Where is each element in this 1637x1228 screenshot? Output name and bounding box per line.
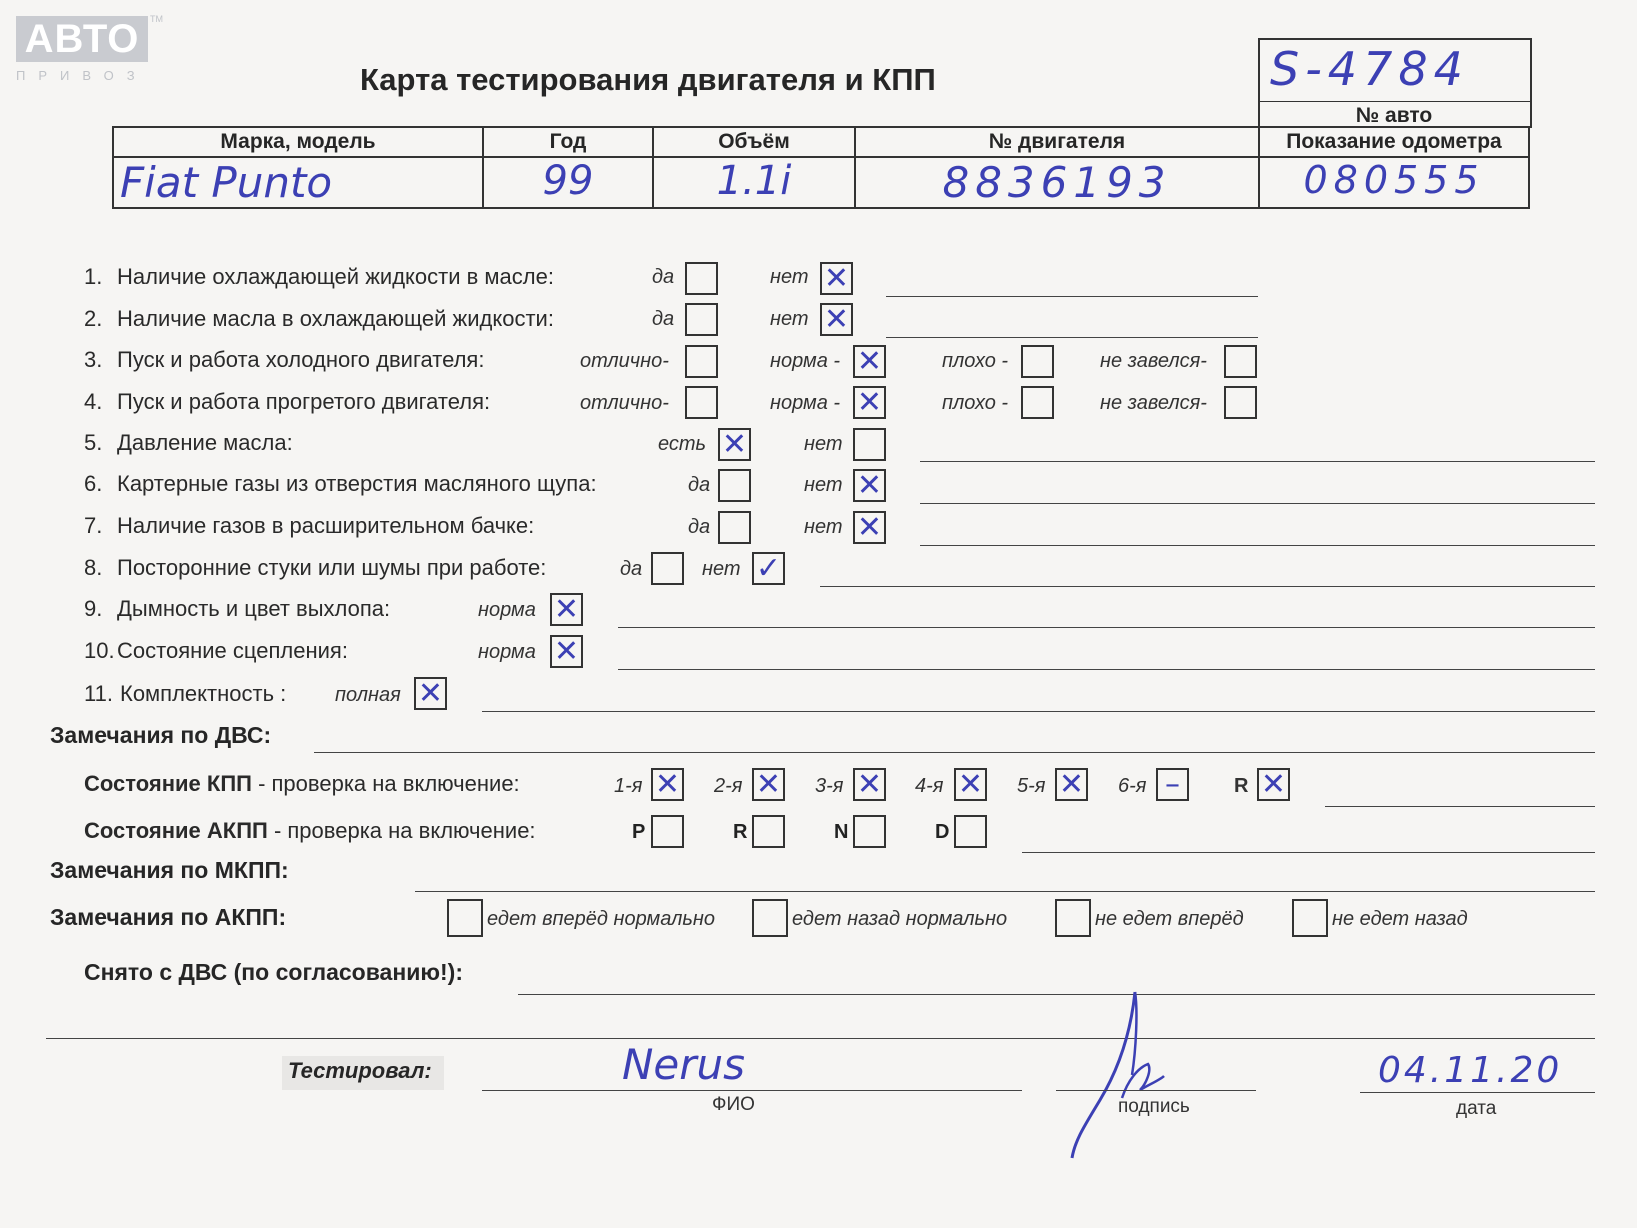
checkbox-normal[interactable]: [550, 593, 583, 626]
option-label: полная: [335, 684, 401, 706]
gear-checkbox-r[interactable]: [1257, 768, 1290, 801]
gear-label-4: 4-я: [915, 775, 944, 797]
check-label: Давление масла:: [117, 430, 293, 455]
auto-gear-checkbox-p[interactable]: [651, 815, 684, 848]
option-label: нет: [804, 516, 843, 538]
auto-gear-label-p: P: [632, 821, 646, 843]
check-mark-icon: ✕: [856, 385, 883, 420]
check-mark-icon: ✕: [856, 468, 883, 503]
check-number: 9.: [84, 596, 103, 621]
gear-checkbox-2[interactable]: [752, 768, 785, 801]
option-label: да: [688, 474, 711, 496]
gear-checkbox-1[interactable]: [651, 768, 684, 801]
auto-gear-checkbox-d[interactable]: [954, 815, 987, 848]
vehicle-table: [112, 126, 1530, 209]
auto-gear-label-d: D: [935, 821, 950, 843]
check-label: Посторонние стуки или шумы при работе:: [117, 555, 547, 580]
logo-tm: TM: [150, 14, 163, 24]
option-label: да: [652, 308, 675, 330]
removed-line-2: [46, 1038, 1595, 1039]
check-mark-icon: ✕: [957, 767, 984, 802]
check-mark-icon: ✕: [417, 676, 444, 711]
option-label: норма: [478, 599, 536, 621]
value-engine-number: 8836193: [942, 158, 1172, 207]
option-label: нет: [770, 308, 809, 330]
option-label: норма -: [770, 350, 841, 372]
checkbox-no[interactable]: [752, 552, 785, 585]
remarks-engine-line: [314, 752, 1595, 753]
header-make-model: Марка, модель: [220, 130, 376, 153]
option-label: отлично-: [580, 350, 669, 372]
remarks-manual-line: [415, 891, 1595, 892]
gear-checkbox-4[interactable]: [954, 768, 987, 801]
check-label: Картерные газы из отверстия масляного щупа:: [117, 471, 597, 496]
auto-number-value: S-4784: [1270, 42, 1469, 96]
gearbox-auto-title: Состояние АКПП: [84, 818, 268, 843]
value-year: 99: [542, 158, 594, 204]
auto-gear-label-r: R: [733, 821, 748, 843]
name-caption: ФИО: [712, 1094, 755, 1115]
dash-mark-icon: –: [1165, 767, 1180, 802]
notes-line: [920, 503, 1595, 504]
check-mark-icon: ✕: [823, 302, 850, 337]
gearbox-auto-notes-line: [1022, 852, 1595, 853]
check-mark-icon: ✕: [856, 344, 883, 379]
check-mark-icon: ✕: [856, 767, 883, 802]
check-mark-icon: ✕: [553, 634, 580, 669]
option-no-reverse: не едет назад: [1332, 908, 1468, 930]
tester-name: Nerus: [622, 1040, 746, 1089]
date-caption: дата: [1456, 1098, 1497, 1119]
gearbox-auto-label: [84, 818, 536, 844]
option-label: нет: [804, 474, 843, 496]
checkbox-normal[interactable]: [853, 345, 886, 378]
option-label: плохо -: [942, 392, 1009, 414]
check-mark-icon: ✕: [856, 510, 883, 545]
check-mark-icon: ✕: [1260, 767, 1287, 802]
check-label: Наличие охлаждающей жидкости в масле:: [117, 264, 554, 289]
checkbox-no-forward[interactable]: [1055, 899, 1091, 937]
checkbox-bad[interactable]: [1021, 345, 1054, 378]
check-number: 6.: [84, 471, 103, 496]
tested-by-label: Тестировал:: [288, 1058, 432, 1083]
value-odometer: 080555: [1303, 158, 1485, 202]
gear-label-3: 3-я: [815, 775, 844, 797]
name-line: [482, 1090, 1022, 1091]
check-number: 4.: [84, 389, 103, 414]
notes-line: [618, 627, 1595, 628]
option-label: нет: [770, 266, 809, 288]
check-number: 10.: [84, 638, 115, 663]
checkbox-excellent[interactable]: [685, 386, 718, 419]
signature-line: [1056, 1090, 1256, 1091]
value-make-model: Fiat Punto: [120, 158, 333, 207]
option-label: есть: [658, 433, 707, 455]
option-label: нет: [702, 558, 741, 580]
logo: АВТО: [16, 16, 148, 62]
checkbox-yes[interactable]: [685, 262, 718, 295]
gear-checkbox-3[interactable]: [853, 768, 886, 801]
checkbox-reverse-normal[interactable]: [752, 899, 788, 937]
notes-line: [886, 296, 1258, 297]
gearbox-manual-label: [84, 771, 520, 797]
check-number: 7.: [84, 513, 103, 538]
header-year: Год: [549, 130, 587, 153]
checkbox-normal[interactable]: [853, 386, 886, 419]
check-number: 2.: [84, 306, 103, 331]
signature-icon: [1060, 980, 1240, 1160]
logo-subtitle: ПРИВОЗ: [16, 68, 148, 83]
auto-gear-label-n: N: [834, 821, 849, 843]
option-label: не завелся-: [1100, 392, 1207, 414]
checkbox-no-start[interactable]: [1224, 345, 1257, 378]
value-volume: 1.1i: [716, 158, 792, 204]
gear-checkbox-6[interactable]: [1156, 768, 1189, 801]
notes-line: [820, 586, 1595, 587]
remarks-auto-label: Замечания по АКПП:: [50, 904, 287, 930]
remarks-engine-label: Замечания по ДВС:: [50, 722, 272, 748]
checkbox-no-reverse[interactable]: [1292, 899, 1328, 937]
check-label: Наличие газов в расширительном бачке:: [117, 513, 535, 538]
option-label: не завелся-: [1100, 350, 1207, 372]
notes-line: [886, 337, 1258, 338]
auto-number-label: № авто: [1355, 104, 1433, 127]
header-engine-number: № двигателя: [988, 130, 1126, 153]
option-forward-normal: едет вперёд нормально: [487, 908, 716, 930]
checkbox-no[interactable]: [853, 511, 886, 544]
option-label: плохо -: [942, 350, 1009, 372]
gearbox-manual-title: Состояние КПП: [84, 771, 252, 796]
check-label: Комплектность :: [120, 681, 287, 706]
option-label: да: [688, 516, 711, 538]
check-mark-icon: ✕: [1058, 767, 1085, 802]
gear-label-r: R: [1234, 775, 1249, 797]
notes-line: [920, 545, 1595, 546]
check-label: Пуск и работа прогретого двигателя:: [117, 389, 491, 414]
checkbox-excellent[interactable]: [685, 345, 718, 378]
option-label: отлично-: [580, 392, 669, 414]
check-label: Пуск и работа холодного двигателя:: [117, 347, 485, 372]
removed-line-1: [518, 994, 1595, 995]
gear-label-1: 1-я: [614, 775, 643, 797]
signature-caption: подпись: [1118, 1096, 1190, 1117]
checkbox-no[interactable]: [853, 469, 886, 502]
gear-label-5: 5-я: [1017, 775, 1046, 797]
gear-label-2: 2-я: [714, 775, 743, 797]
checkbox-no[interactable]: [853, 428, 886, 461]
page-title: Карта тестирования двигателя и КПП: [360, 62, 936, 97]
auto-number-divider: [1258, 101, 1530, 102]
check-mark-icon: ✕: [654, 767, 681, 802]
auto-gear-checkbox-n[interactable]: [853, 815, 886, 848]
checkbox-yes[interactable]: [718, 428, 751, 461]
checkbox-no[interactable]: [820, 303, 853, 336]
checkbox-yes[interactable]: [651, 552, 684, 585]
checkbox-yes[interactable]: [718, 469, 751, 502]
check-number: 3.: [84, 347, 103, 372]
check-mark-icon: ✕: [755, 767, 782, 802]
check-number: 11.: [84, 681, 113, 706]
check-number: 8.: [84, 555, 103, 580]
checkbox-no-start[interactable]: [1224, 386, 1257, 419]
notes-line: [482, 711, 1595, 712]
header-odometer: Показание одометра: [1286, 130, 1502, 153]
checkbox-yes[interactable]: [685, 303, 718, 336]
removed-label: Снято с ДВС (по согласованию!):: [84, 959, 463, 985]
header-volume: Объём: [718, 130, 790, 153]
test-date: 04.11.20: [1378, 1050, 1563, 1091]
gear-checkbox-5[interactable]: [1055, 768, 1088, 801]
checkbox-normal[interactable]: [550, 635, 583, 668]
check-label: Наличие масла в охлаждающей жидкости:: [117, 306, 554, 331]
option-label: да: [620, 558, 643, 580]
check-mark-icon: ✕: [721, 427, 748, 462]
checkbox-yes[interactable]: [718, 511, 751, 544]
date-line: [1360, 1092, 1595, 1093]
gearbox-auto-subtitle: - проверка на включение:: [267, 818, 536, 843]
checkbox-complete[interactable]: [414, 677, 447, 710]
option-label: да: [652, 266, 675, 288]
check-label: Состояние сцепления:: [117, 638, 348, 663]
notes-line: [618, 669, 1595, 670]
option-label: норма: [478, 641, 536, 663]
gearbox-manual-subtitle: - проверка на включение:: [251, 771, 520, 796]
gear-label-6: 6-я: [1118, 775, 1147, 797]
checkbox-forward-normal[interactable]: [447, 899, 483, 937]
option-label: норма -: [770, 392, 841, 414]
gearbox-manual-notes-line: [1325, 806, 1595, 807]
option-no-forward: не едет вперёд: [1095, 908, 1244, 930]
notes-line: [920, 461, 1595, 462]
check-label: Дымность и цвет выхлопа:: [117, 596, 391, 621]
checkbox-bad[interactable]: [1021, 386, 1054, 419]
check-number: 5.: [84, 430, 103, 455]
check-mark-icon: ✓: [755, 551, 782, 586]
option-reverse-normal: едет назад нормально: [792, 908, 1008, 930]
option-label: нет: [804, 433, 843, 455]
check-number: 1.: [84, 264, 103, 289]
remarks-manual-label: Замечания по МКПП:: [50, 857, 289, 883]
check-mark-icon: ✕: [553, 592, 580, 627]
check-mark-icon: ✕: [823, 261, 850, 296]
checkbox-no[interactable]: [820, 262, 853, 295]
auto-gear-checkbox-r[interactable]: [752, 815, 785, 848]
